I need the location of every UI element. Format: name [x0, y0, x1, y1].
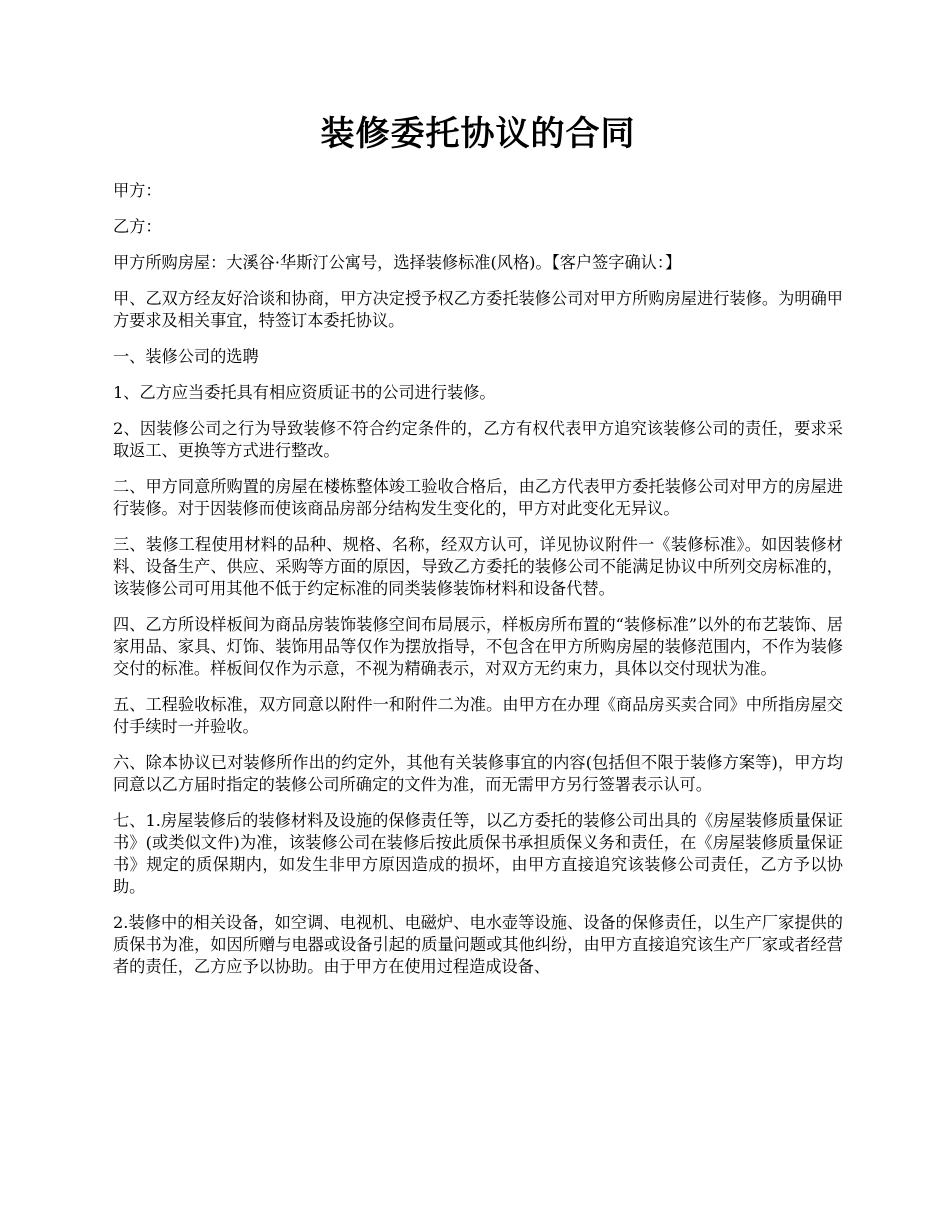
clause-2: 二、甲方同意所购置的房屋在楼栋整体竣工验收合格后，由乙方代表甲方委托装修公司对甲方的房屋进行装修。对于因装修而使该商品房部分结构发生变化的，甲方对此变化无异议。: [113, 477, 843, 518]
party-b-line: 乙方：: [113, 217, 162, 236]
document-body: [113, 180, 843, 992]
clause-1-1: 1、乙方应当委托具有相应资质证书的公司进行装修。: [113, 383, 496, 402]
clause-7-2: 2.装修中的相关设备，如空调、电视机、电磁炉、电水壶等设施、设备的保修责任，以生产厂家提供的质保书为准，如因所赠与电器或设备引起的质量问题或其他纠纷，由甲方直接追究该生产厂家或者经营者的责任，乙方应予以协助。由于甲方在使用过程造成设备、: [113, 913, 843, 976]
clause-7-1: 七、1.房屋装修后的装修材料及设施的保修责任等，以乙方委托的装修公司出具的《房屋装修质量保证书》(或类似文件)为准，该装修公司在装修后按此质保书承担质保义务和责任，在《房屋装修质量保证书》规定的质保期内，如发生非甲方原因造成的损坏，由甲方直接追究该装修公司责任，乙方予以协助。: [113, 811, 843, 896]
section-heading-1: 一、装修公司的选聘: [113, 347, 259, 366]
property-line: 甲方所购房屋：大溪谷·华斯汀公寓号，选择装修标准(风格)。【客户签字确认：】: [113, 253, 682, 272]
document-title: 装修委托协议的合同: [320, 114, 636, 154]
preamble-paragraph: 甲、乙双方经友好洽谈和协商，甲方决定授予权乙方委托装修公司对甲方所购房屋进行装修。为明确甲方要求及相关事宜，特签订本委托协议。: [113, 289, 843, 330]
clause-1-2: 2、因装修公司之行为导致装修不符合约定条件的，乙方有权代表甲方追究该装修公司的责任，要求采取返工、更换等方式进行整改。: [113, 419, 843, 460]
clause-3: 三、装修工程使用材料的品种、规格、名称，经双方认可，详见协议附件一《装修标准》。如因装修材料、设备生产、供应、采购等方面的原因，导致乙方委托的装修公司不能满足协议中所列交房标准的，该装修公司可用其他不低于约定标准的同类装修装饰材料和设备代替。: [113, 535, 843, 598]
clause-6: 六、除本协议已对装修所作出的约定外，其他有关装修事宜的内容(包括但不限于装修方案等)，甲方均同意以乙方届时指定的装修公司所确定的文件为准，而无需甲方另行签署表示认可。: [113, 753, 843, 794]
clause-4: 四、乙方所设样板间为商品房装饰装修空间布局展示，样板房所布置的“装修标准”以外的布艺装饰、居家用品、家具、灯饰、装饰用品等仅作为摆放指导，不包含在甲方所购房屋的装修范围内，不作为装修交付的标准。样板间仅作为示意，不视为精确表示，对双方无约束力，具体以交付现状为准。: [113, 615, 843, 678]
clause-5: 五、工程验收标准，双方同意以附件一和附件二为准。由甲方在办理《商品房买卖合同》中所指房屋交付手续时一并验收。: [113, 695, 843, 736]
party-a-line: 甲方：: [113, 181, 162, 200]
